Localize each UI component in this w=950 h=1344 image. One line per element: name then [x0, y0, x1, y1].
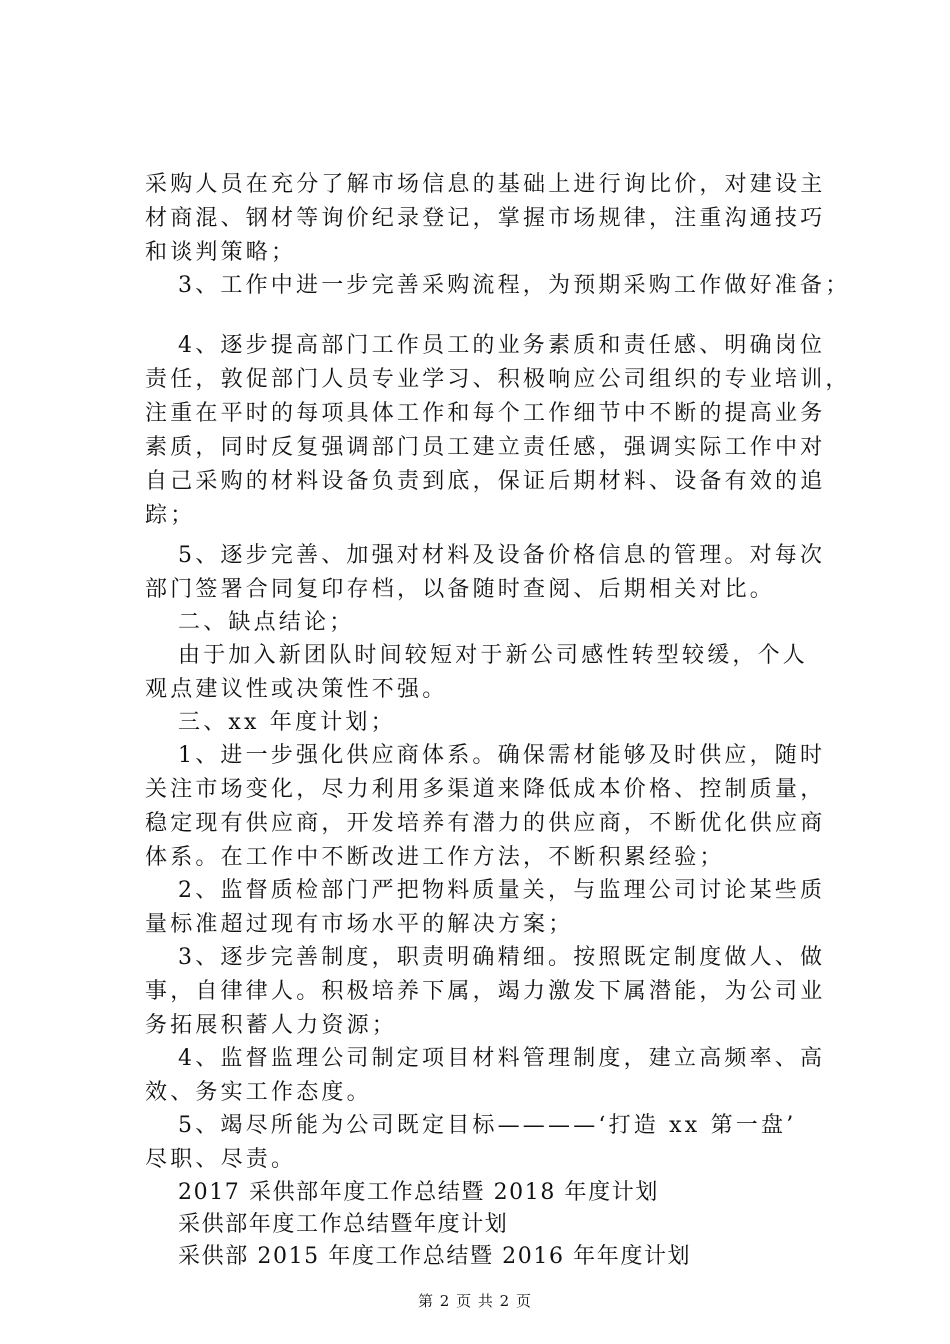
section-heading: 二、缺点结论； — [178, 610, 355, 635]
body-text-line: 部门签署合同复印存档，以备随时查阅、后期相关对比。 — [145, 577, 776, 602]
related-title: 采供部年度工作总结暨年度计划 — [178, 1212, 509, 1237]
body-text-line: 观点建议性或决策性不强。 — [145, 677, 448, 702]
body-text-line: 由于加入新团队时间较短对于新公司感性转型较缓，个人 — [178, 643, 809, 668]
page-footer: 第 2 页 共 2 页 — [418, 1292, 532, 1310]
body-text-line: 2、监督质检部门严把物料质量关，与监理公司讨论某些质 — [178, 878, 826, 903]
body-text-line: 和谈判策略； — [145, 240, 297, 265]
related-title: 采供部 2015 年度工作总结暨 2016 年年度计划 — [178, 1244, 692, 1269]
body-text-line: 5、逐步完善、加强对材料及设备价格信息的管理。对每次 — [178, 543, 826, 568]
body-text-line: 自己采购的材料设备负责到底，保证后期材料、设备有效的追 — [145, 469, 826, 494]
body-text-line: 3、工作中进一步完善采购流程，为预期采购工作做好准备； — [178, 273, 851, 298]
body-text-line: 采购人员在充分了解市场信息的基础上进行询比价，对建设主 — [145, 172, 826, 197]
body-text-line: 务拓展积蓄人力资源； — [145, 1013, 398, 1038]
section-heading: 三、xx 年度计划； — [178, 710, 396, 735]
body-text-line: 量标准超过现有市场水平的解决方案； — [145, 912, 574, 937]
body-text-line: 责任，敦促部门人员专业学习、积极响应公司组织的专业培训， — [145, 367, 851, 392]
body-text-line: 材商混、钢材等询价纪录登记，掌握市场规律，注重沟通技巧 — [145, 206, 826, 231]
body-text-line: 1、进一步强化供应商体系。确保需材能够及时供应，随时 — [178, 743, 826, 768]
body-text-line: 4、监督监理公司制定项目材料管理制度，建立高频率、高 — [178, 1046, 826, 1071]
body-text-line: 关注市场变化，尽力利用多渠道来降低成本价格、控制质量， — [145, 777, 826, 802]
body-text-line: 尽职、尽责。 — [145, 1147, 297, 1172]
body-text-line: 踪； — [145, 503, 196, 528]
body-text-line: 注重在平时的每项具体工作和每个工作细节中不断的提高业务 — [145, 401, 826, 426]
related-title: 2017 采供部年度工作总结暨 2018 年度计划 — [178, 1180, 659, 1205]
body-text-line: 稳定现有供应商，开发培养有潜力的供应商，不断优化供应商 — [145, 811, 826, 836]
body-text-line: 事，自律律人。积极培养下属，竭力激发下属潜能，为公司业 — [145, 979, 826, 1004]
body-text-line: 3、逐步完善制度，职责明确精细。按照既定制度做人、做 — [178, 945, 826, 970]
body-text-line: 4、逐步提高部门工作员工的业务素质和责任感、明确岗位 — [178, 333, 826, 358]
body-text-line: 体系。在工作中不断改进工作方法，不断积累经验； — [145, 845, 725, 870]
body-text-line: 素质，同时反复强调部门员工建立责任感，强调实际工作中对 — [145, 435, 826, 460]
body-text-line: 效、务实工作态度。 — [145, 1080, 372, 1105]
body-text-line: 5、竭尽所能为公司既定目标————‘打造 xx 第一盘’ — [178, 1113, 797, 1138]
